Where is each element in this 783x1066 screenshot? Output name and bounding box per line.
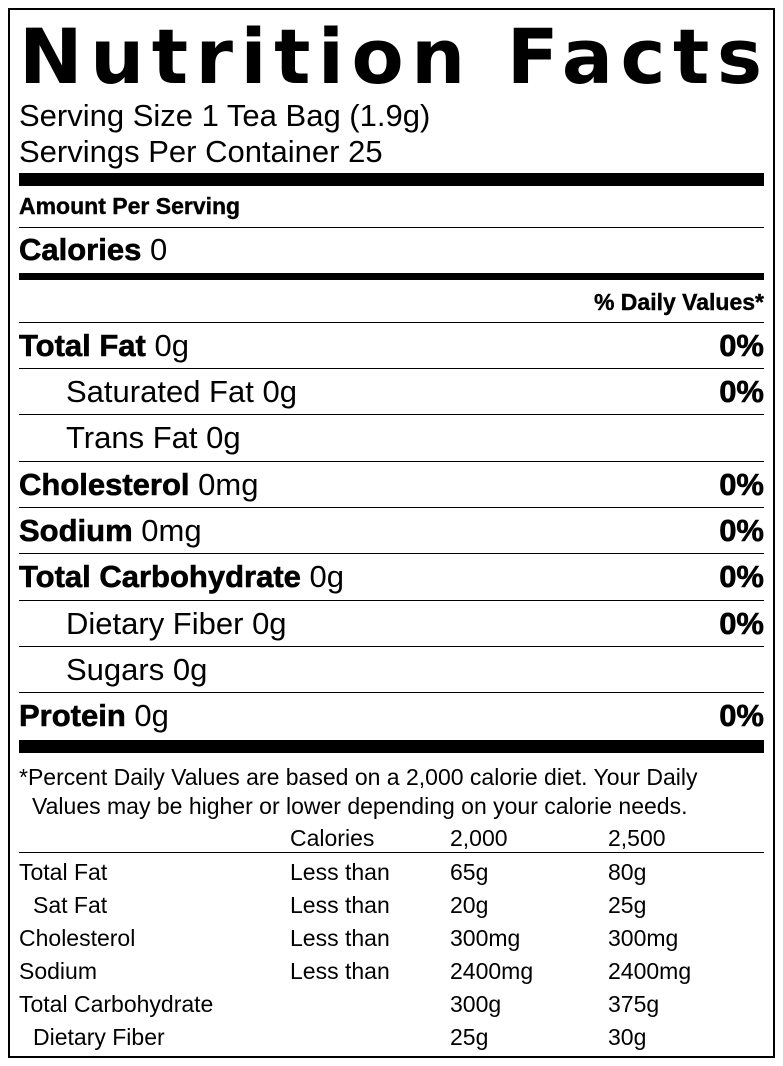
nutrient-row-sodium <box>19 513 764 549</box>
dv-nutrient: Dietary Fiber <box>33 1024 165 1050</box>
dv-value-2000: 25g <box>450 1024 489 1050</box>
nutrient-label: Dietary Fiber <box>66 606 244 641</box>
dv-value-2000: 65g <box>450 859 489 885</box>
dv-qualifier: Less than <box>290 958 390 984</box>
nutrient-amount: 0g <box>309 559 345 594</box>
dv-value-2000: 2400mg <box>450 958 534 984</box>
thick-divider <box>19 740 764 753</box>
nutrient-name <box>19 328 189 364</box>
nutrient-dv: 0% <box>719 513 764 548</box>
nutrient-dv: 0% <box>719 328 764 363</box>
dv-value-2500: 30g <box>608 1024 647 1050</box>
nutrient-dv: 0% <box>719 559 764 594</box>
divider <box>19 852 764 853</box>
nutrient-name <box>19 606 287 642</box>
nutrient-label: Sugars <box>66 652 165 687</box>
nutrient-amount: 0g <box>206 420 241 455</box>
nutrient-amount: 0mg <box>141 513 202 548</box>
divider <box>19 322 764 323</box>
calories-value: 0 <box>149 232 168 267</box>
divider <box>19 368 764 369</box>
footnote-line-2: Values may be higher or lower depending on your calorie needs. <box>32 793 688 819</box>
nutrient-label: Trans Fat <box>66 420 198 455</box>
dv-value-2500: 300mg <box>608 925 679 951</box>
nutrient-row-total-fat <box>19 328 764 364</box>
dv-value-2500: 375g <box>608 991 660 1017</box>
nutrient-name <box>19 513 202 549</box>
nutrient-label: Saturated Fat <box>66 374 254 409</box>
dv-nutrient: Sat Fat <box>33 892 108 918</box>
dv-table-row <box>19 1021 764 1054</box>
dv-nutrient: Cholesterol <box>19 925 136 951</box>
dv-qualifier: Less than <box>290 859 390 885</box>
dv-value-2500: 25g <box>608 892 647 918</box>
nutrient-amount: 0g <box>154 328 189 363</box>
calories-label: Calories <box>19 232 142 267</box>
dv-header-2000: 2,000 <box>450 825 508 851</box>
nutrient-amount: 0g <box>262 374 297 409</box>
divider <box>19 227 764 228</box>
label-content <box>19 10 770 1056</box>
nutrient-label: Total Carbohydrate <box>19 559 301 594</box>
dv-value-2000: 300mg <box>450 925 521 951</box>
nutrient-name <box>19 420 241 456</box>
nutrient-row-sugars <box>19 652 764 688</box>
dv-table-row <box>19 856 764 889</box>
dv-value-2500: 2400mg <box>608 958 692 984</box>
calories <box>19 232 167 268</box>
dv-table-row <box>19 889 764 922</box>
nutrient-label: Sodium <box>19 513 133 548</box>
servings-per-container: Servings Per Container 25 <box>19 134 383 169</box>
daily-values-footnote <box>19 763 764 821</box>
nutrient-dv: 0% <box>719 374 764 409</box>
nutrient-amount: 0g <box>172 652 208 687</box>
dv-nutrient: Total Carbohydrate <box>19 991 214 1017</box>
dv-header-2500: 2,500 <box>608 825 666 851</box>
dv-value-2000: 300g <box>450 991 502 1017</box>
nutrient-row-saturated-fat <box>19 374 764 410</box>
label-title: Nutrition Facts <box>19 12 770 101</box>
dv-qualifier: Less than <box>290 925 390 951</box>
dv-nutrient: Total Fat <box>19 859 108 885</box>
serving-size: Serving Size 1 Tea Bag (1.9g) <box>19 98 431 133</box>
nutrient-row-protein <box>19 698 764 734</box>
medium-divider <box>19 273 764 280</box>
nutrient-row-total-carbohydrate <box>19 559 764 595</box>
nutrient-dv: 0% <box>719 467 764 502</box>
nutrient-name <box>19 698 169 734</box>
divider <box>19 461 764 462</box>
calories-row <box>19 232 764 268</box>
footnote-line-1: *Percent Daily Values are based on a 2,000 calorie diet. Your Daily <box>19 764 698 790</box>
dv-table-row <box>19 955 764 988</box>
nutrition-facts-label <box>8 8 775 1058</box>
daily-values-header: % Daily Values* <box>593 289 764 315</box>
amount-per-serving: Amount Per Serving <box>19 193 241 219</box>
divider <box>19 414 764 415</box>
nutrient-amount: 0mg <box>198 467 259 502</box>
nutrient-name <box>19 467 258 503</box>
nutrient-label: Cholesterol <box>19 467 190 502</box>
divider <box>19 600 764 601</box>
divider <box>19 646 764 647</box>
dv-value-2000: 20g <box>450 892 489 918</box>
divider <box>19 692 764 693</box>
nutrient-name <box>19 559 344 595</box>
divider <box>19 553 764 554</box>
nutrient-name <box>19 652 207 688</box>
nutrient-dv: 0% <box>719 698 764 733</box>
dv-table-row <box>19 988 764 1021</box>
dv-table-row <box>19 922 764 955</box>
nutrient-label: Protein <box>19 698 126 733</box>
nutrient-row-trans-fat <box>19 420 764 456</box>
dv-header-calories: Calories <box>290 825 375 851</box>
dv-qualifier: Less than <box>290 892 390 918</box>
nutrient-row-dietary-fiber <box>19 606 764 642</box>
nutrient-dv: 0% <box>719 606 764 641</box>
dv-table-header <box>19 822 764 855</box>
nutrient-name <box>19 374 297 410</box>
nutrient-amount: 0g <box>252 606 287 641</box>
nutrient-row-cholesterol <box>19 467 764 503</box>
dv-value-2500: 80g <box>608 859 647 885</box>
nutrient-label: Total Fat <box>19 328 146 363</box>
divider <box>19 507 764 508</box>
thick-divider <box>19 173 764 186</box>
dv-nutrient: Sodium <box>19 958 97 984</box>
nutrient-amount: 0g <box>134 698 169 733</box>
